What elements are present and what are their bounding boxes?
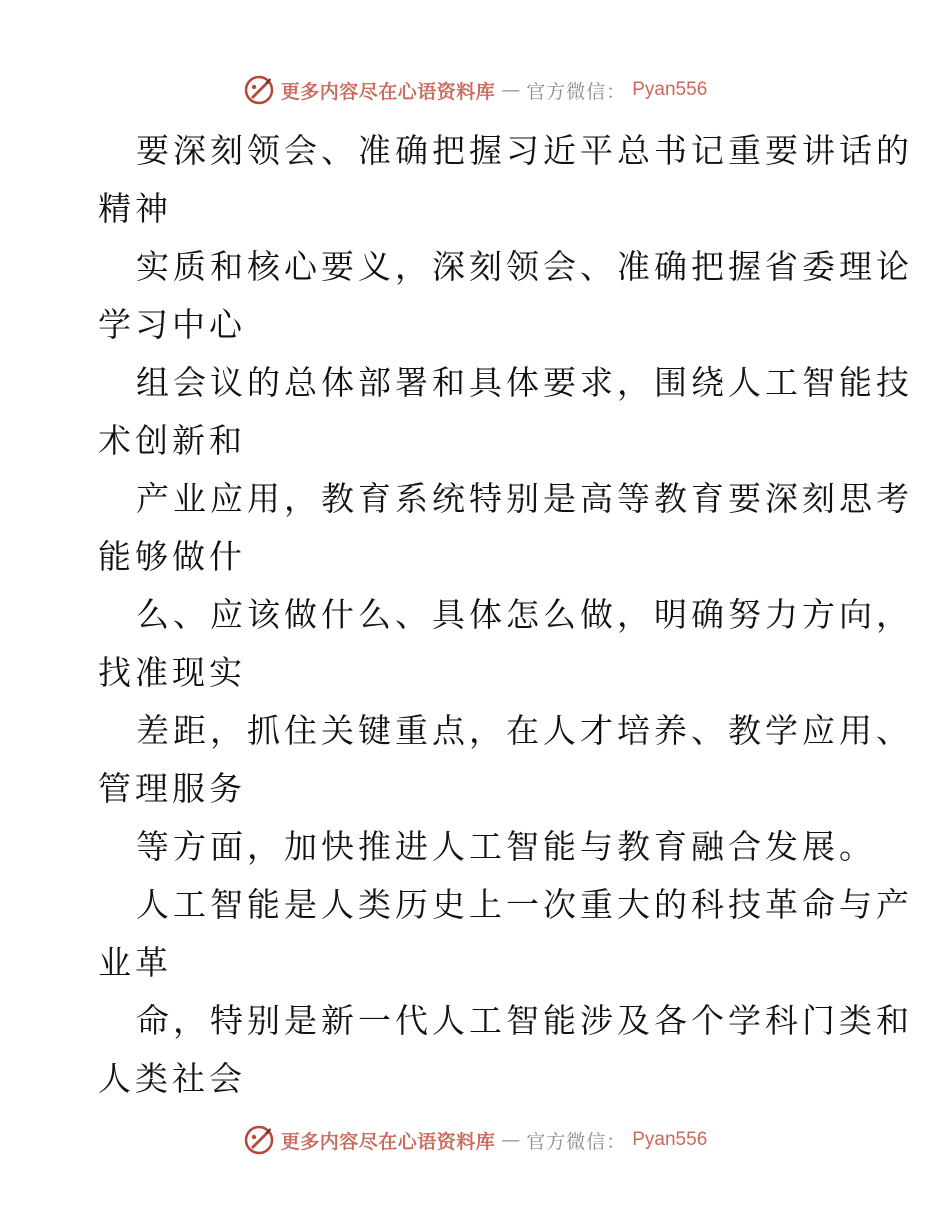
text-line: 组会议的总体部署和具体要求，围绕人工智能技 (136, 363, 913, 402)
text-line: 等方面，加快推进人工智能与教育融合发展。 (136, 827, 876, 866)
text-line: 精神 (98, 189, 172, 228)
watermark-official-label: 官方微信： (526, 1130, 627, 1153)
watermark-brand-text: 更多内容尽在心语资料库 (280, 80, 496, 103)
text-line: 命，特别是新一代人工智能涉及各个学科门类和 (136, 1001, 913, 1040)
text-line: 人类社会 (98, 1059, 246, 1098)
watermark-separator: — (501, 79, 521, 101)
text-line: 产业应用，教育系统特别是高等教育要深刻思考 (136, 479, 913, 518)
text-line: 人工智能是人类历史上一次重大的科技革命与产 (136, 885, 913, 924)
text-line: 要深刻领会、准确把握习近平总书记重要讲话的 (136, 131, 913, 170)
watermark-brand-text: 更多内容尽在心语资料库 (280, 1130, 496, 1153)
text-line: 找准现实 (98, 653, 246, 692)
text-line: 管理服务 (98, 769, 246, 808)
watermark-wechat-id: Pyan556 (632, 79, 708, 100)
watermark-wechat-id: Pyan556 (632, 1129, 708, 1150)
text-line: 术创新和 (98, 421, 246, 460)
watermark-separator: — (501, 1129, 521, 1151)
text-line: 差距，抓住关键重点，在人才培养、教学应用、 (136, 711, 913, 750)
footer-watermark (0, 1120, 950, 1160)
text-line: 么、应该做什么、具体怎么做，明确努力方向， (136, 595, 913, 634)
header-watermark (0, 70, 950, 110)
quill-logo-icon (243, 74, 275, 106)
document-body (98, 122, 913, 1108)
quill-logo-icon (243, 1124, 275, 1156)
text-line: 学习中心 (98, 305, 246, 344)
text-line: 业革 (98, 943, 172, 982)
text-line: 实质和核心要义，深刻领会、准确把握省委理论 (136, 247, 913, 286)
text-line: 能够做什 (98, 537, 246, 576)
watermark-official-label: 官方微信： (526, 80, 627, 103)
